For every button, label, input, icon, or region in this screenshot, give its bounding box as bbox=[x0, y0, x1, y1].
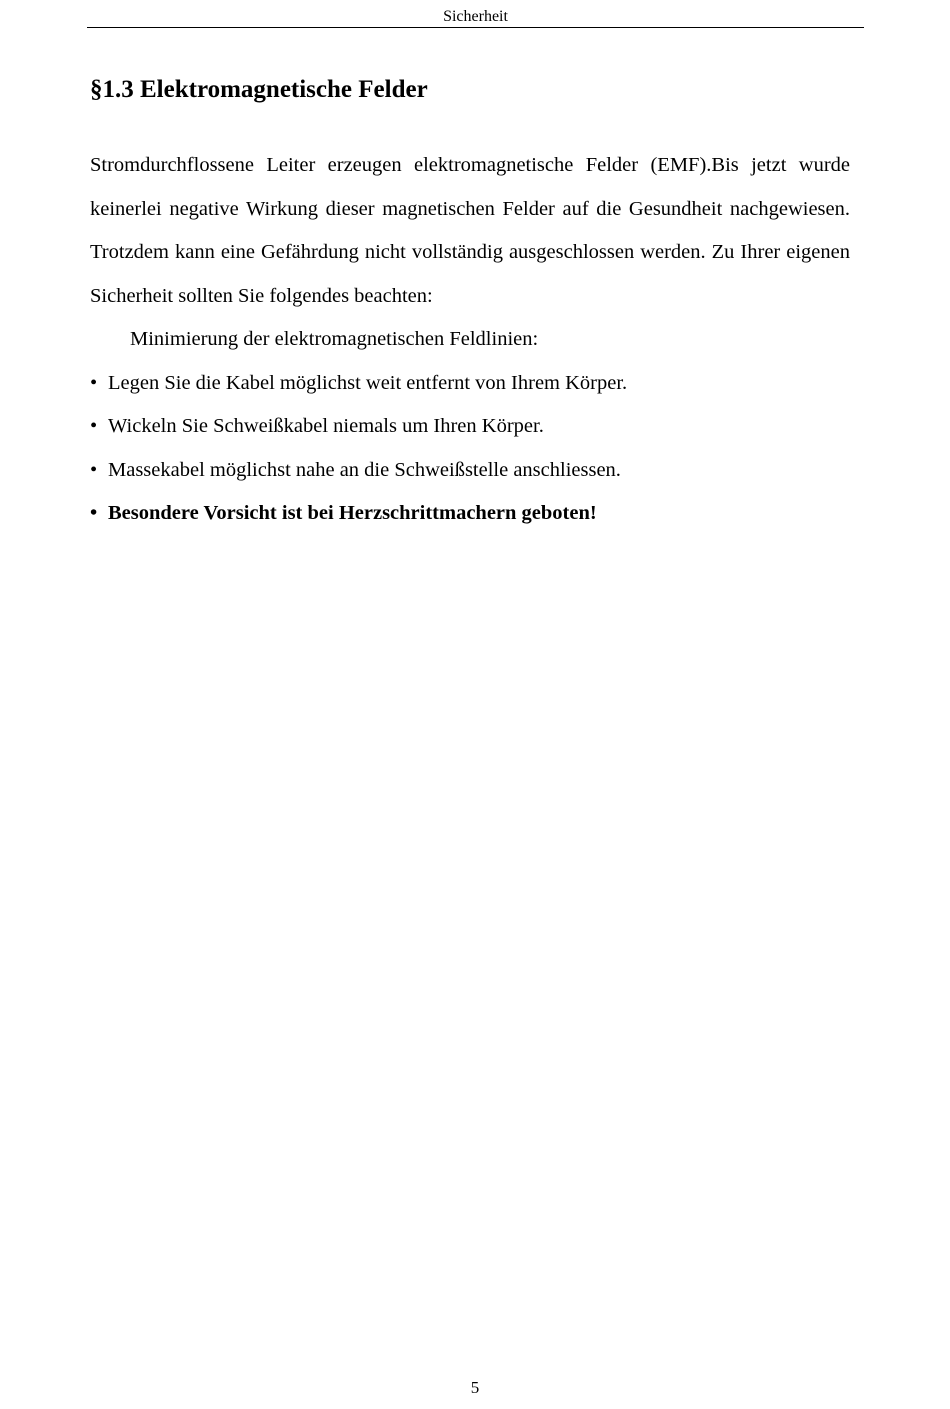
list-item bbox=[90, 449, 850, 493]
bullet-icon: • bbox=[90, 502, 98, 524]
sub-intro: Minimierung der elektromagnetischen Feldlinien: bbox=[130, 328, 539, 350]
bullet-list bbox=[90, 362, 850, 536]
section-body bbox=[90, 144, 850, 536]
list-item-text: Legen Sie die Kabel möglichst weit entfernt von Ihrem Körper. bbox=[108, 371, 628, 394]
header-divider bbox=[87, 27, 864, 28]
list-item bbox=[90, 405, 850, 449]
list-item-text: Wickeln Sie Schweißkabel niemals um Ihren Körper. bbox=[108, 415, 544, 437]
list-item-text: Massekabel möglichst nahe an die Schweißstelle anschliessen. bbox=[108, 458, 621, 481]
running-header: Sicherheit bbox=[443, 8, 508, 25]
intro-paragraph: Stromdurchflossene Leiter erzeugen elektromagnetische Felder (EMF).Bis jetzt wurde keinerlei negative Wirkung dieser magnetischen Felder auf die Gesundheit nachgewiesen. Trotzdem kann eine Gefährdung nicht vollständig ausgeschlossen werden. Zu Ihrer eigenen Sicherheit sollten Sie folgendes beachten: bbox=[90, 154, 850, 307]
section-title: §1.3 Elektromagnetische Felder bbox=[90, 76, 428, 103]
list-item bbox=[90, 362, 850, 406]
warning-text: Besondere Vorsicht ist bei Herzschrittmachern geboten! bbox=[108, 502, 597, 524]
bullet-icon: • bbox=[90, 415, 98, 437]
list-item-warning bbox=[90, 492, 850, 536]
bullet-icon: • bbox=[90, 371, 98, 394]
page-number: 5 bbox=[470, 1378, 480, 1397]
bullet-icon: • bbox=[90, 458, 98, 481]
